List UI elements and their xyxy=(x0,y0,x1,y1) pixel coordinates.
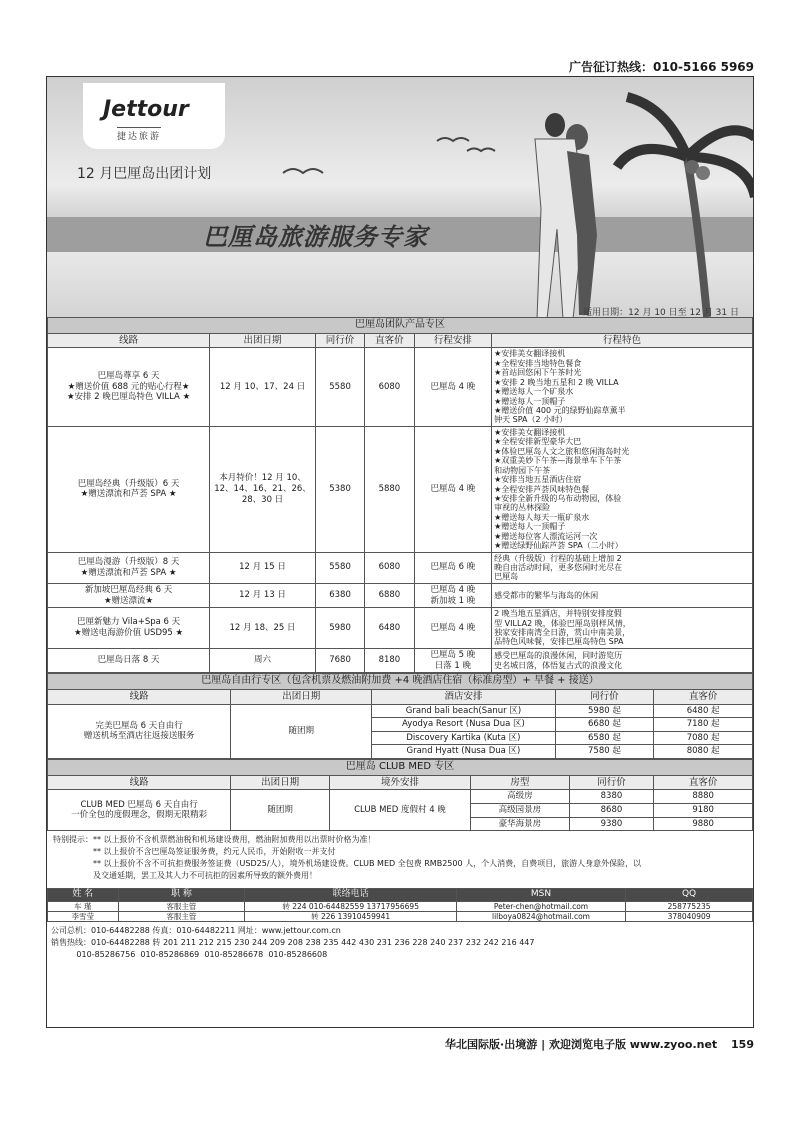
route-cell xyxy=(48,552,210,583)
route-line: ★赠送电海游价值 USD95 ★ xyxy=(74,628,184,638)
table-row xyxy=(48,790,753,804)
departure-dates: 12 月 15 日 xyxy=(210,552,316,583)
contact-title: 客服主管 xyxy=(118,911,245,921)
route-line: ★赠送漂流和芦荟 SPA ★ xyxy=(80,567,177,578)
direct-price: 8880 xyxy=(654,790,753,804)
advertisement-frame xyxy=(46,76,754,1028)
route-line: 赠送机场至酒店往返接送服务 xyxy=(83,731,195,742)
peer-price: 6580 起 xyxy=(555,731,654,745)
palm-tree-icon xyxy=(617,97,753,317)
contact-name: 车 瑾 xyxy=(48,901,119,911)
peer-price: 5580 xyxy=(315,552,364,583)
page-number: 159 xyxy=(731,1038,754,1051)
footer-separator: | xyxy=(541,1038,546,1051)
footer-site[interactable]: www.zyoo.net xyxy=(629,1038,718,1051)
company-line: 010-85286756 010-85286869 010-85286678 010-85286608 xyxy=(51,950,328,960)
ad-hotline: 广告征订热线：010-5166 5969 xyxy=(568,60,754,74)
table-row xyxy=(48,552,753,583)
seagull-icon xyxy=(283,138,495,173)
slogan: 巴厘岛旅游服务专家 xyxy=(203,223,428,251)
direct-price: 6080 xyxy=(365,348,414,427)
contact-phone[interactable]: 转 226 13910459941 xyxy=(245,911,457,921)
footer-slogan: 欢迎浏览电子版 xyxy=(548,1038,626,1051)
col-header: 直客价 xyxy=(654,689,753,704)
feature-line: 晚自由活动时间，更多悠闲时光尽在 xyxy=(494,563,623,572)
departure-dates: 随团期 xyxy=(231,704,372,759)
room-type: 高级园景房 xyxy=(470,804,569,818)
route-line: 巴厘岛尊享 6 天 xyxy=(97,371,160,382)
departure-dates: 随团期 xyxy=(231,790,330,831)
direct-price: 9880 xyxy=(654,817,753,831)
feature-line: ★全程安排芦荟风味特色餐 xyxy=(494,484,590,494)
col-header: 境外安排 xyxy=(329,775,470,790)
direct-price: 6880 xyxy=(365,583,414,607)
col-header: 出团日期 xyxy=(231,775,330,790)
route-cell xyxy=(48,704,231,759)
valid-date: 适用日期：12 月 10 日至 12 月 31 日 xyxy=(583,308,739,317)
route-line: ★安排 2 晚巴厘岛特色 VILLA ★ xyxy=(66,392,191,403)
departure-dates: 周六 xyxy=(210,648,316,672)
contact-qq[interactable]: 258775235 xyxy=(626,901,753,911)
col-header: 行程安排 xyxy=(414,333,492,348)
peer-price: 5980 起 xyxy=(555,704,654,718)
features-cell xyxy=(492,583,753,607)
room-type: 豪华海景房 xyxy=(470,817,569,831)
peer-price: 8380 xyxy=(569,790,654,804)
feature-line: 2 晚当地五星酒店，并特别安排度假 xyxy=(494,609,622,619)
company-info xyxy=(47,922,753,961)
col-header: 线路 xyxy=(48,333,210,348)
table-row xyxy=(48,648,753,672)
direct-price: 5880 xyxy=(365,426,414,552)
feature-line: ★双重美妙下午茶—海景单车下午茶 xyxy=(494,456,622,466)
direct-price: 6480 起 xyxy=(654,704,753,718)
brand-logo[interactable] xyxy=(83,83,225,149)
feature-line: ★赠送每人一个矿泉水 xyxy=(494,387,574,397)
col-header: 同行价 xyxy=(555,689,654,704)
table-row xyxy=(48,608,753,649)
features-cell xyxy=(492,552,753,583)
schedule: 巴厘岛 4 晚 xyxy=(414,608,492,649)
feature-line: 经典（升级版）行程的基础上增加 2 xyxy=(494,553,622,563)
route-line: 完美巴厘岛 6 天自由行 xyxy=(95,720,183,731)
route-line: ★赠送漂流和芦荟 SPA ★ xyxy=(80,489,177,500)
feature-line: ★体验巴厘岛人文之旅和悠闲海岛时光 xyxy=(494,446,630,456)
feature-line: ★赠送绿野仙踪芦荟 SPA（二小时） xyxy=(494,541,623,551)
contact-header: 姓 名 xyxy=(48,889,119,901)
peer-price: 7680 xyxy=(315,648,364,672)
feature-line: ★首站回悠闲下午茶时光 xyxy=(494,368,582,378)
room-type: 高级房 xyxy=(470,790,569,804)
hotel-name: Grand bali beach(Sanur 区) xyxy=(372,704,555,718)
departure-dates: 12 月 13 日 xyxy=(210,583,316,607)
schedule: 巴厘岛 4 晚 xyxy=(414,426,492,552)
publication: 华北国际版·出境游 xyxy=(445,1038,538,1051)
feature-line: ★赠送每人每天一瓶矿泉水 xyxy=(494,512,590,522)
direct-price: 6080 xyxy=(365,552,414,583)
features-cell xyxy=(492,426,753,552)
feature-line: ★安排 2 晚当地五星和 2 晚 VILLA xyxy=(494,377,619,387)
table-row xyxy=(48,583,753,607)
col-header: 出团日期 xyxy=(231,689,372,704)
section-title: 巴厘岛自由行专区（包含机票及燃油附加费 +4 晚酒店住宿（标准房型）+ 早餐 + 接送） xyxy=(48,674,753,690)
free-travel-table xyxy=(47,673,753,759)
page-footer xyxy=(46,1036,754,1052)
feature-line: 品特色风味餐，安排巴厘岛特色 SPA xyxy=(494,637,624,647)
feature-line: 感受都市的繁华与海岛的休闲 xyxy=(494,590,599,600)
schedule: CLUB MED 度假村 4 晚 xyxy=(329,790,470,831)
contacts-table xyxy=(47,888,753,922)
route-line: 巴厘岛日落 8 天 xyxy=(97,655,160,666)
features-cell xyxy=(492,348,753,427)
feature-line: ★安排美女翻译接机 xyxy=(494,427,566,437)
feature-line: 审视的丛林探险 xyxy=(494,503,551,513)
peer-price: 5380 xyxy=(315,426,364,552)
col-header: 酒店安排 xyxy=(372,689,555,704)
feature-line: 独家安排南湾全日游，赏山中南美景， xyxy=(494,628,631,637)
col-header: 直客价 xyxy=(365,333,414,348)
contact-phone[interactable]: 转 224 010-64482559 13717956695 xyxy=(245,901,457,911)
feature-line: ★全程安排新型豪华大巴 xyxy=(494,437,582,447)
direct-price: 7180 起 xyxy=(654,718,753,732)
direct-price: 8080 起 xyxy=(654,745,753,759)
hotel-name: Grand Hyatt (Nusa Dua 区) xyxy=(372,745,555,759)
departure-dates: 12 月 10、17、24 日 xyxy=(210,348,316,427)
direct-price: 9180 xyxy=(654,804,753,818)
route-cell xyxy=(48,790,231,831)
route-line: 巴厘岛漫游（升级版）8 天 xyxy=(77,557,180,568)
departure-dates: 12 月 18、25 日 xyxy=(210,608,316,649)
direct-price: 7080 起 xyxy=(654,731,753,745)
peer-price: 7580 起 xyxy=(555,745,654,759)
schedule: 巴厘岛 4 晚 新加坡 1 晚 xyxy=(414,583,492,607)
couple-illustration xyxy=(535,113,597,317)
contact-row xyxy=(48,911,753,921)
direct-price: 6480 xyxy=(365,608,414,649)
group-products-table xyxy=(47,317,753,673)
feature-line: ★赠送每位客人漂流运河一次 xyxy=(494,531,598,541)
feature-line: ★全程安排当地特色餐食 xyxy=(494,358,582,368)
hotel-name: Discovery Kartika (Kuta 区) xyxy=(372,731,555,745)
contact-msn[interactable]: lilboya0824@hotmail.com xyxy=(456,911,625,921)
brand-sub: 捷达旅游 xyxy=(117,127,161,142)
feature-line: 型 VILLA2 晚，体验巴厘岛别样风情， xyxy=(494,618,631,628)
feature-line: 史名城日落，体悟复古式的浪漫文化 xyxy=(494,660,623,670)
brand-name: Jettour xyxy=(103,97,189,122)
peer-price: 5580 xyxy=(315,348,364,427)
col-header: 线路 xyxy=(48,689,231,704)
note-line: 及交通延期，罢工及其人力不可抗拒的因素所导致的额外费用！ xyxy=(93,871,317,881)
company-line: 公司总机：010-64482288 传真：010-64482211 网址：www.jettour.com.cn xyxy=(51,926,341,936)
note-line: ** 以上报价不含不可抗拒费服务签证费（USD25/人），境外机场建设费。CLUB MED 全包费 RMB2500 人，个人消费，自费项目，旅游人身意外保险，以 xyxy=(93,859,642,869)
features-cell xyxy=(492,648,753,672)
contact-row xyxy=(48,901,753,911)
route-line: 新加坡巴厘岛经典 6 天 xyxy=(84,584,173,595)
feature-line: ★安排全新升级的乌布动物园，体验 xyxy=(494,493,622,503)
contact-qq[interactable]: 378040909 xyxy=(626,911,753,921)
route-cell xyxy=(48,348,210,427)
contact-header: QQ xyxy=(626,889,753,901)
contact-header: MSN xyxy=(456,889,625,901)
feature-line: 钟天 SPA（2 小时） xyxy=(494,415,568,425)
route-line: ★赠送漂流★ xyxy=(103,595,154,606)
peer-price: 8680 xyxy=(569,804,654,818)
feature-line: ★赠送价值 400 元的绿野仙踪草薰半 xyxy=(494,406,626,415)
route-cell xyxy=(48,426,210,552)
club-med-table xyxy=(47,759,753,831)
peer-price: 9380 xyxy=(569,817,654,831)
col-header: 直客价 xyxy=(654,775,753,790)
features-cell xyxy=(492,608,753,649)
schedule: 巴厘岛 6 晚 xyxy=(414,552,492,583)
schedule: 巴厘岛 4 晚 xyxy=(414,348,492,427)
hotel-name: Ayodya Resort (Nusa Dua 区) xyxy=(372,718,555,732)
direct-price: 8180 xyxy=(365,648,414,672)
feature-line: ★安排美女翻译接机 xyxy=(494,349,566,359)
contact-msn[interactable]: Peter-chen@hotmail.com xyxy=(456,901,625,911)
section-title: 巴厘岛 CLUB MED 专区 xyxy=(48,760,753,776)
feature-line: 巴厘岛 xyxy=(494,572,519,582)
route-line: 巴厘新魅力 Vila+Spa 6 天 xyxy=(76,617,181,628)
special-notes xyxy=(47,831,753,882)
feature-line: 感受巴厘岛的浪漫休闲，同时游览历 xyxy=(494,651,623,661)
route-line: CLUB MED 巴厘岛 6 天自由行 xyxy=(80,799,198,810)
table-row xyxy=(48,426,753,552)
feature-line: ★安排当地五星酒店住宿 xyxy=(494,475,582,485)
col-header: 同行价 xyxy=(569,775,654,790)
banner xyxy=(47,77,753,317)
company-line: 销售热线：010-64482288 转 201 211 212 215 230 244 209 208 238 235 442 430 231 236 228 240 237 232 242 216 447 xyxy=(51,938,535,948)
feature-line: ★赠送每人一顶帽子 xyxy=(494,396,566,406)
peer-price: 6380 xyxy=(315,583,364,607)
col-header: 出团日期 xyxy=(210,333,316,348)
peer-price: 6680 起 xyxy=(555,718,654,732)
contact-header: 联络电话 xyxy=(245,889,457,901)
table-row xyxy=(48,348,753,427)
table-row xyxy=(48,704,753,718)
col-header: 同行价 xyxy=(315,333,364,348)
contact-title: 客服主管 xyxy=(118,901,245,911)
contact-header: 职 称 xyxy=(118,889,245,901)
schedule: 巴厘岛 5 晚 日落 1 晚 xyxy=(414,648,492,672)
notes-label: 特别提示： xyxy=(53,835,93,845)
col-header: 行程特色 xyxy=(492,333,753,348)
col-header: 线路 xyxy=(48,775,231,790)
route-cell xyxy=(48,608,210,649)
section-title: 巴厘岛团队产品专区 xyxy=(48,318,753,334)
departure-dates: 本月特价！12 月 10、12、14、16、21、26、28、30 日 xyxy=(210,426,316,552)
plan-title: 12 月巴厘岛出团计划 xyxy=(77,166,212,182)
contact-name: 李雪莹 xyxy=(48,911,119,921)
route-cell xyxy=(48,648,210,672)
route-cell xyxy=(48,583,210,607)
col-header: 房型 xyxy=(470,775,569,790)
note-line: ** 以上报价不含机票燃油税和机场建设费用，燃油附加费用以出票时价格为准！ xyxy=(93,835,376,845)
route-line: 一价全包的度假理念，假期无限精彩 xyxy=(71,810,208,821)
peer-price: 5980 xyxy=(315,608,364,649)
feature-line: 和动物园下午茶 xyxy=(494,465,551,475)
route-line: ★赠送价值 688 元的贴心行程★ xyxy=(67,381,190,392)
route-line: 巴厘岛经典（升级版）6 天 xyxy=(77,478,180,489)
note-line: ** 以上报价不含巴厘岛签证服务费，约元人民币，开始附收一并支付 xyxy=(93,847,336,857)
feature-line: ★赠送每人一顶帽子 xyxy=(494,522,566,532)
